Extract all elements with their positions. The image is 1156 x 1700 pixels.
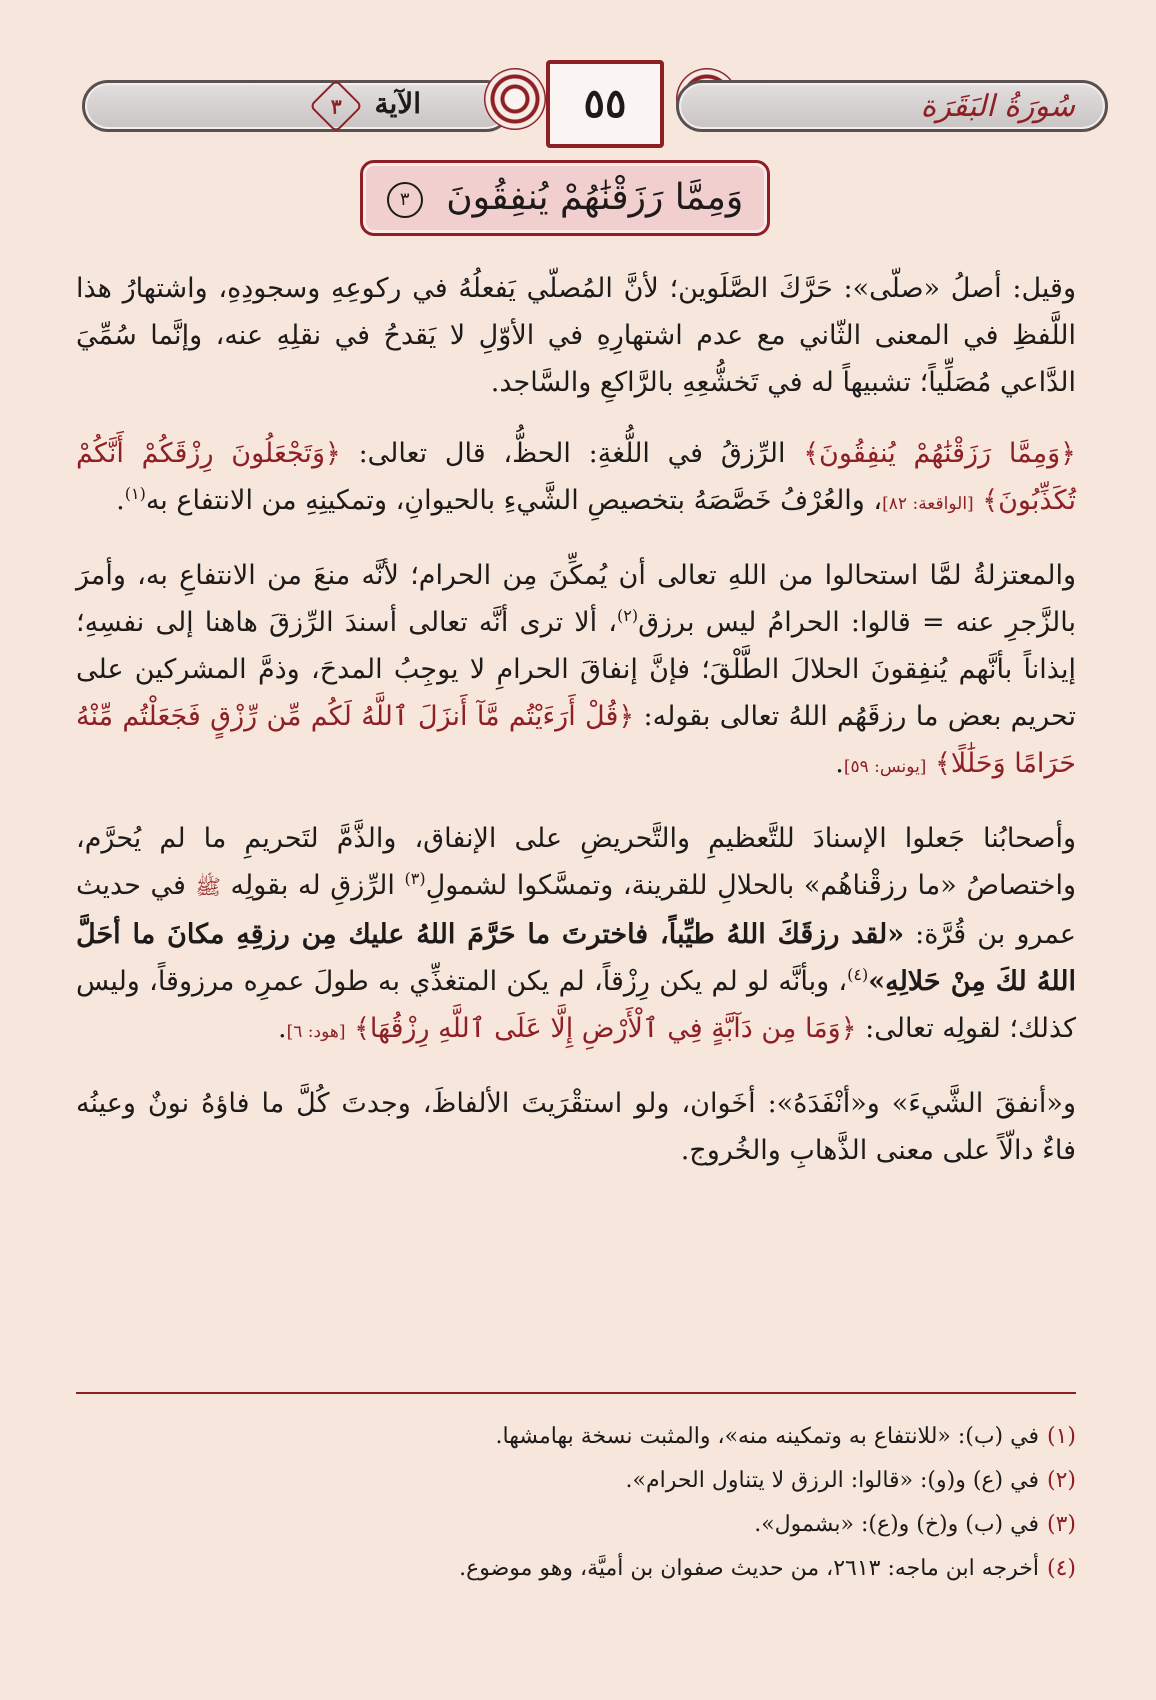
footnotes xyxy=(76,1418,1076,1594)
surah-reference: [الواقعة: ٨٢] xyxy=(882,494,974,514)
quran-quote: ﴿وَمِمَّا رَزَقْنَٰهُمْ يُنفِقُونَ﴾ xyxy=(803,438,1077,469)
surah-reference: [هود: ٦] xyxy=(286,1022,346,1042)
quran-quote: ﴿وَمَا مِن دَآبَّةٍ فِي ٱلْأَرْضِ إِلَّا عَلَى ٱللَّهِ رِزْقُهَا﴾ xyxy=(354,1013,857,1044)
verse-text: وَمِمَّا رَزَقْنَٰهُمْ يُنفِقُونَ xyxy=(446,177,744,218)
footnote-divider xyxy=(76,1392,1076,1394)
commentary-body xyxy=(76,265,1076,1198)
surah-name: سُورَةُ البَقَرَة xyxy=(920,89,1075,124)
ayah-number-ornament xyxy=(309,79,363,133)
hadith-quote: «لقد رزقَكَ اللهُ طيِّباً، فاخترتَ ما حَرَّمَ اللهُ عليك مِن رزقِهِ مكانَ ما أحَلَّ اللهُ لكَ مِنْ حَلالِهِ» xyxy=(76,919,1077,997)
surah-reference: [يونس: ٥٩] xyxy=(843,757,927,777)
surah-name-frame xyxy=(676,80,1108,132)
footnote-marker: (١) xyxy=(124,484,146,503)
footnote-marker: (٣) xyxy=(404,869,426,888)
verse-banner xyxy=(360,160,770,236)
quran-quote: ﴿وَتَجْعَلُونَ رِزْقَكُمْ أَنَّكُمْ تُكَذِّبُونَ﴾ xyxy=(76,438,1076,516)
footnote-marker: (٤) xyxy=(847,965,869,984)
paragraph-5: و«أنفقَ الشَّيءَ» و«أنْفَدَهُ»: أخَوان، ولو استقْرَيتَ الألفاظَ، وجدتَ كُلَّ ما فاؤهُ نونٌ وعينُه فاءٌ دالّاً على معنى الذَّهابِ والخُروج. xyxy=(76,1088,1076,1166)
footnote-item: (٣)في (ب) و(خ) و(ع): «بشمول». xyxy=(754,1512,1076,1537)
footnote-marker: (٢) xyxy=(616,606,639,625)
ayah-label-frame xyxy=(82,80,512,132)
paragraph-3: والمعتزلةُ لمَّا استحالوا من اللهِ تعالى أن يُمكِّنَ مِن الحرام؛ لأنَّه منعَ من الانتفاعِ به، وأمرَ بالزَّجرِ عنه = قالوا: الحرامُ ليس برزق$^{(٢)}$، ألا ترى أنَّه تعالى أسندَ الرِّزقَ هاهنا إلى نفسِهِ؛ إيذاناً بأنَّهم يُنفِقونَ الحلالَ الطَّلْقَ؛ فإنَّ إنفاقَ الحرامِ لا يوجِبُ المدحَ، وذمَّ المشركين على تحريم بعض ما رزقَهُم اللهُ تعالى بقوله: ﴿قُلْ أَرَءَيْتُم مَّآ أَنزَلَ ٱللَّهُ لَكُم مِّن رِّزْقٍ فَجَعَلْتُم مِّنْهُ حَرَامًا وَحَلَٰلًا﴾ [يونس: ٥٩]. xyxy=(76,560,1076,779)
footnote-item: (١)في (ب): «للانتفاع به وتمكينه منه»، والمثبت نسخة بهامشها. xyxy=(495,1424,1076,1449)
page-header xyxy=(76,60,1106,152)
quran-quote: ﴿قُلْ أَرَءَيْتُم مَّآ أَنزَلَ ٱللَّهُ لَكُم مِّن رِّزْقٍ فَجَعَلْتُم مِّنْهُ حَرَامًا وَحَلَٰلًا﴾ xyxy=(76,701,1076,779)
footnote-item: (٢)في (ع) و(و): «قالوا: الرزق لا يتناول الحرام». xyxy=(625,1468,1076,1493)
ayah-label: الآية xyxy=(374,87,421,120)
paragraph-1: وقيل: أصلُ «صلّى»: حَرَّكَ الصَّلَوين؛ لأنَّ المُصلّي يَفعلُهُ في ركوعِهِ وسجودِهِ، واشتهارُ هذا اللَّفظِ في المعنى الثّاني مع عدم اشتهارِهِ في الأوّلِ لا يَقدحُ في نقلِهِ عنه، وإنَّما سُمِّيَ الدَّاعي مُصَلِّياً؛ تشبيهاً له في تَخشُّعِهِ بالرَّاكعِ والسَّاجد. xyxy=(76,273,1076,398)
footnote-item: (٤)أخرجه ابن ماجه: ٢٦١٣، من حديث صفوان بن أميَّة، وهو موضوع. xyxy=(459,1556,1076,1581)
paragraph-4: وأصحابُنا جَعلوا الإسنادَ للتَّعظيمِ والتَّحريضِ على الإنفاق، والذَّمَّ لتَحريمِ ما لم يُحرَّم، واختصاصُ «ما رزقْناهُم» بالحلالِ للقرينة، وتمسَّكوا لشمولِ$^{(٣)}$ الرِّزقِ له بقولِه ﷺ في حديث عمرو بن قُرَّة: «لقد رزقَكَ اللهُ طيِّباً، فاخترتَ ما حَرَّمَ اللهُ عليك مِن رزقِهِ مكانَ ما أحَلَّ اللهُ لكَ مِنْ حَلالِهِ»$^{(٤)}$، وبأنَّه لو لم يكن رِزْقاً، لم يكن المتغذِّي به طولَ عمرِه مرزوقاً، وليس كذلك؛ لقولِه تعالى: ﴿وَمَا مِن دَآبَّةٍ فِي ٱلْأَرْضِ إِلَّا عَلَى ٱللَّهِ رِزْقُهَا﴾ [هود: ٦]. xyxy=(76,823,1077,1044)
ayah-number: ٣ xyxy=(330,94,342,118)
page-number: ٥٥ xyxy=(546,60,664,148)
verse-number-icon: ٣ xyxy=(387,182,423,218)
paragraph-2: ﴿وَمِمَّا رَزَقْنَٰهُمْ يُنفِقُونَ﴾ الرِّزقُ في اللُّغةِ: الحظُّ، قال تعالى: ﴿وَتَجْعَلُونَ رِزْقَكُمْ أَنَّكُمْ تُكَذِّبُونَ﴾ [الواقعة: ٨٢]، والعُرْفُ خَصَّصَهُ بتخصيصِ الشَّيءِ بالحيوانِ، وتمكينِهِ من الانتفاع به$^{(١)}$. xyxy=(76,438,1077,516)
honorific-icon: ﷺ xyxy=(195,875,221,899)
rosette-ornament-icon xyxy=(484,68,546,130)
